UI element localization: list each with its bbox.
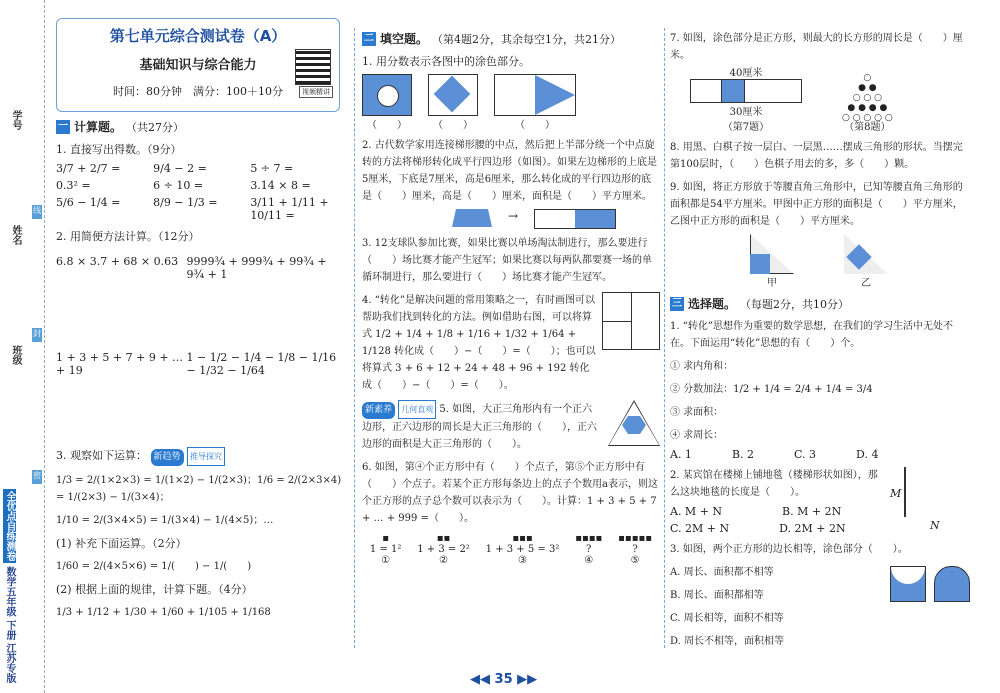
question-2-3: 3. 12支球队参加比赛，如果比赛以单场淘汰制进行，那么要进行（ ）场比赛才能产生冠军；如果比赛以每两队都要赛一场的单循环制进行，那么要进行（ ）场比赛才能产生冠军。: [362, 238, 652, 283]
section-3-heading: [670, 295, 970, 312]
brand-label: 全优点自练测卷: [4, 490, 15, 561]
question-1-3-2: (2) 根据上面的规律，计算下题。（4分）: [56, 583, 253, 596]
choice-3: 3. 如图，两个正方形的边长相等，涂色部分（ ）。: [670, 544, 908, 555]
calc-item: 3.14 × 8 =: [250, 179, 311, 192]
question-2-2: 2. 古代数学家用连接梯形腰的中点，然后把上半部分绕一个中点旋转的方法将梯形转化成平行四边形（如图）。如果左边梯形的上底是5厘米，下底是7厘米，高是6厘米，那么转化成的平行四边形的底是（ ）厘米，高是（ ）厘米，面积是（ ）平方厘米。: [362, 140, 657, 202]
stair-figure: [890, 467, 970, 532]
option[interactable]: C. 周长相等，面积不相等: [670, 613, 784, 624]
page-number-value: 35: [494, 672, 513, 687]
section-1-points: （共27分）: [126, 120, 185, 134]
calc-item: 5/6 − 1/4 =: [56, 196, 121, 209]
q9-label: 甲: [767, 278, 777, 289]
option[interactable]: B. 周长、面积都相等: [670, 590, 764, 601]
q9-tri-b: [844, 234, 888, 274]
notch: [891, 567, 925, 584]
q7-part: [745, 80, 801, 102]
column-divider: [354, 28, 355, 648]
answer-blank: （ ）: [515, 120, 555, 131]
line-tag: 线: [32, 205, 42, 219]
section-1-number: 一: [58, 120, 68, 132]
choice-2-options-a: [670, 505, 884, 518]
pattern-line: 1/3 = 2/(1×2×3) = 1/(1×2) − 1/(2×3)；1/6 = 2/(2×3×4) = 1/(2×3) − 1/(3×4)；: [56, 475, 342, 503]
choice-1: 1. “转化”思想作为重要的数学思想，在我们的学习生活中无处不在。下面运用“转化”思想的有（ ）个。: [670, 321, 953, 349]
page-subtitle: 基础知识与综合能力: [139, 58, 257, 73]
calc-item: 0.3² =: [56, 179, 91, 192]
stair-label-n: N: [930, 519, 940, 532]
question-1-3: [56, 447, 346, 466]
question-1-2: 2. 用简便方法计算。（12分）: [56, 230, 200, 243]
explore-badge: 推导探究: [187, 447, 225, 466]
dot-square-3: ▪▪▪ 1 + 3 + 5 = 3² ③: [485, 533, 560, 566]
page-number: ◀◀ 35 ▶▶: [470, 672, 538, 687]
q7-q8-figures: [690, 64, 970, 133]
answer-blank: （ ）: [433, 120, 473, 131]
section-3-points: （每题2分，共10分）: [740, 297, 850, 311]
figure-circle-square: [362, 74, 412, 116]
choice-1-options: [670, 448, 970, 461]
fig-line: [631, 293, 632, 349]
dot-label: ?: [586, 544, 592, 555]
q8-caption: （第8题）: [844, 122, 891, 133]
dot-label: ?: [632, 544, 638, 555]
exam-meta: 时间：80分钟 满分：100＋10分: [113, 85, 283, 98]
dot-square-1: ▪ 1 = 1² ①: [369, 533, 402, 566]
q9-tri-a: [750, 234, 794, 274]
column-2: [362, 18, 660, 566]
q9-figures: [750, 234, 970, 289]
option[interactable]: A. 1: [670, 448, 692, 461]
option[interactable]: A. M + N: [670, 505, 723, 518]
calc-item: 6 ÷ 10 =: [153, 179, 204, 192]
section-2-heading: [362, 30, 660, 47]
fraction-figures: [362, 74, 660, 131]
simplify-item: 6.8 × 3.7 + 68 × 0.63: [56, 255, 179, 268]
q7-rect: [690, 79, 802, 103]
q9-square-a: [750, 254, 770, 274]
question-2-5-text: 5. 如图，大正三角形内有一个正六边形，正六边形的周长是大正三角形的（ ），正六边形的面积是大正三角形的（ ）。: [362, 404, 597, 450]
choice-1-item: ④ 求周长：: [670, 430, 724, 441]
fill-line: 1/60 = 2/(4×5×6) = 1/( ) − 1/( ): [56, 561, 252, 572]
geometry-badge: 几何直观: [398, 400, 436, 419]
series-label: 数学五年级 下册 江苏专版: [4, 566, 15, 683]
q7-top-label: 40厘米: [729, 68, 763, 79]
question-2-4: 4. “转化”是解决问题的常用策略之一，有时画图可以帮助我们找到转化的方法。例如借助右图，可以将算式 1/2 + 1/4 + 1/8 + 1/16 + 1/32 + 1/64 + 1/128 转化成（ ）−（ ）=（ ）；也可以将算式 3 + 6 + 12 + 24 + 48 + 96 + 192 转化成（ ）−（ ）=（ ）。: [362, 295, 596, 391]
q8-row: ○ ○ ○: [852, 93, 882, 103]
section-1-title: 计算题。: [74, 120, 123, 134]
dot-square-5: ▪▪▪▪▪ ? ⑤: [618, 533, 653, 566]
square-with-dome: [934, 566, 970, 602]
dot-num: ③: [518, 555, 527, 566]
pattern-line: 1/10 = 2/(3×4×5) = 1/(3×4) − 1/(4×5)；…: [56, 515, 274, 526]
q8-row: ● ●: [858, 83, 877, 93]
dot-square-4: ▪▪▪▪ ? ④: [575, 533, 603, 566]
question-1-3-1: (1) 补充下面运算。（2分）: [56, 537, 187, 550]
q9-figure-a: [750, 234, 794, 289]
q9-label: 乙: [861, 278, 871, 289]
answer-blank: （ ）: [367, 120, 407, 131]
simplify-item: 1 − 1/2 − 1/4 − 1/8 − 1/16 − 1/32 − 1/64: [186, 351, 337, 377]
dot-squares: [362, 533, 660, 566]
parallelogram-shape: [534, 209, 616, 229]
option[interactable]: B. 2: [731, 448, 755, 461]
question-2-7: 7. 如图，涂色部分是正方形，则最大的长方形的周长是（ ）厘米。: [670, 33, 963, 61]
simplify-item: 1 + 3 + 5 + 7 + 9 + … + 19: [56, 351, 184, 377]
q7-figure: [690, 64, 802, 133]
question-2-4-block: [362, 286, 660, 394]
stair-label-m: M: [890, 487, 902, 500]
column-1: [56, 18, 346, 621]
option[interactable]: D. 4: [856, 448, 879, 461]
header-box: [56, 18, 340, 112]
option[interactable]: B. M + 2N: [782, 505, 842, 518]
option[interactable]: C. 3: [794, 448, 817, 461]
choice-2-options-b: [670, 522, 884, 535]
halving-square-figure: [602, 292, 660, 350]
q8-row: ○ ○ ○ ○ ○: [842, 113, 893, 123]
section-2-number: 二: [364, 32, 374, 44]
section-3-number: 三: [672, 297, 682, 309]
question-2-5: [362, 400, 602, 453]
figure-circle: [377, 85, 399, 107]
choice-3-options: [670, 558, 884, 650]
figure-triangle: [535, 75, 575, 115]
q8-row: ○: [863, 73, 872, 83]
dot-square-2: ▪▪ 1 + 3 = 2² ②: [417, 533, 470, 566]
q8-row: ● ● ● ●: [847, 103, 888, 113]
section-3-title: 选择题。: [688, 297, 737, 311]
trend-badge: 新趋势: [151, 449, 184, 466]
q7-part: [691, 80, 722, 102]
q3-number: 3. 观察如下运算：: [56, 449, 147, 462]
dot-num: ②: [439, 555, 449, 566]
section-1-heading: [56, 118, 346, 135]
calc-item: 9/4 − 2 =: [153, 162, 207, 175]
calc-item: 3/7 + 2/7 =: [56, 162, 121, 175]
question-2-5-block: [362, 394, 660, 453]
question-2-8: 8. 用黑、白棋子按一层白、一层黑……摆成三角形的形状。当摆完第100层时，（ ）色棋子用去的多，多（ ）颗。: [670, 142, 963, 170]
choice-1-item: ③ 求面积：: [670, 407, 724, 418]
square-with-notch: [890, 566, 926, 602]
name-label: 姓名: [10, 225, 21, 245]
stair-shape: [904, 467, 966, 517]
simplify-item: 9999¾ + 999¾ + 99¾ + 9¾ + 1: [186, 255, 327, 281]
question-1-1: 1. 直接写出得数。（9分）: [56, 143, 182, 156]
calc-item: 5 ÷ 7 =: [250, 162, 294, 175]
q7-square: [722, 80, 745, 102]
question-2-9: 9. 如图，将正方形放于等腰直角三角形中，已知等腰直角三角形的面积都是54平方厘米。甲图中正方形的面积是（ ）平方厘米，乙图中正方形的面积是（ ）平方厘米。: [670, 182, 963, 227]
qr-code-icon[interactable]: [295, 49, 331, 85]
question-2-6: 6. 如图，第④个正方形中有（ ）个点子，第⑤个正方形中有（ ）个点子。若某个正方形每条边上的点子个数用a表示，则这个正方形的点子总个数可以表示为（ ）。计算：1 + 3 + 5 + 7 + … + 999 =（ ）。: [362, 462, 658, 524]
column-3: [670, 18, 970, 650]
section-2-title: 填空题。: [380, 32, 429, 46]
fig-line: [603, 321, 631, 322]
series-brand: [2, 489, 17, 683]
choice-3-block: [670, 558, 970, 650]
dot-label: 1 + 3 = 2²: [417, 544, 470, 555]
section-2-points: （第4题2分，其余每空1分，共21分）: [432, 32, 622, 46]
arrow-icon: →: [508, 209, 519, 223]
literacy-badge: 新素养: [362, 402, 395, 419]
dot-label: 1 + 3 + 5 = 3²: [485, 544, 560, 555]
student-id-label: 学号: [10, 110, 21, 130]
option[interactable]: D. 2M + 2N: [779, 522, 846, 535]
q7-caption: （第7题）: [722, 122, 770, 133]
q8-figure: [842, 73, 893, 133]
dot-num: ⑤: [630, 555, 640, 566]
hexagon-triangle-figure: [608, 400, 660, 446]
choice-2-text-block: [670, 461, 884, 535]
qr-label: 视频精讲: [299, 86, 333, 98]
column-divider: [664, 28, 665, 648]
option[interactable]: C. 2M + N: [670, 522, 730, 535]
q9-figure-b: [844, 234, 888, 289]
trapezoid-figure: [452, 209, 660, 229]
secret-tag: 密: [32, 470, 42, 484]
choice-1-item: ② 分数加法：1/2 + 1/4 = 2/4 + 1/4 = 3/4: [670, 384, 873, 395]
option[interactable]: A. 周长、面积都不相等: [670, 567, 774, 578]
calc-item: 3/11 + 1/11 + 10/11 =: [250, 196, 329, 222]
figure-diamond: [434, 76, 471, 113]
seal-tag: 封: [32, 328, 42, 342]
choice-1-item: ① 求内角和：: [670, 361, 734, 372]
class-label: 班级: [10, 345, 21, 365]
option[interactable]: D. 周长不相等，面积相等: [670, 636, 785, 647]
choice-3-figure: [890, 566, 970, 650]
question-2-1: 1. 用分数表示各图中的涂色部分。: [362, 55, 530, 68]
choice-2: 2. 某宾馆在楼梯上铺地毯（楼梯形状如图），那么这块地毯的长度是（ ）。: [670, 470, 878, 498]
dot-num: ①: [381, 555, 391, 566]
figure-a: [362, 74, 412, 131]
figure-b: [428, 74, 478, 131]
binding-margin: [0, 0, 45, 693]
choice-2-block: [670, 461, 970, 535]
trapezoid-shape: [452, 209, 492, 227]
calc-item: 8/9 − 1/3 =: [153, 196, 218, 209]
dot-num: ④: [584, 555, 594, 566]
dot-label: 1 = 1²: [369, 544, 402, 555]
figure-c: [494, 74, 576, 131]
sum-line: 1/3 + 1/12 + 1/30 + 1/60 + 1/105 + 1/168: [56, 607, 271, 618]
figure-triangle-rect: [494, 74, 576, 116]
page-title: 第七单元综合测试卷（A）: [109, 27, 287, 45]
q7-side-label: 30厘米: [729, 107, 763, 118]
figure-rotated-square: [428, 74, 478, 116]
